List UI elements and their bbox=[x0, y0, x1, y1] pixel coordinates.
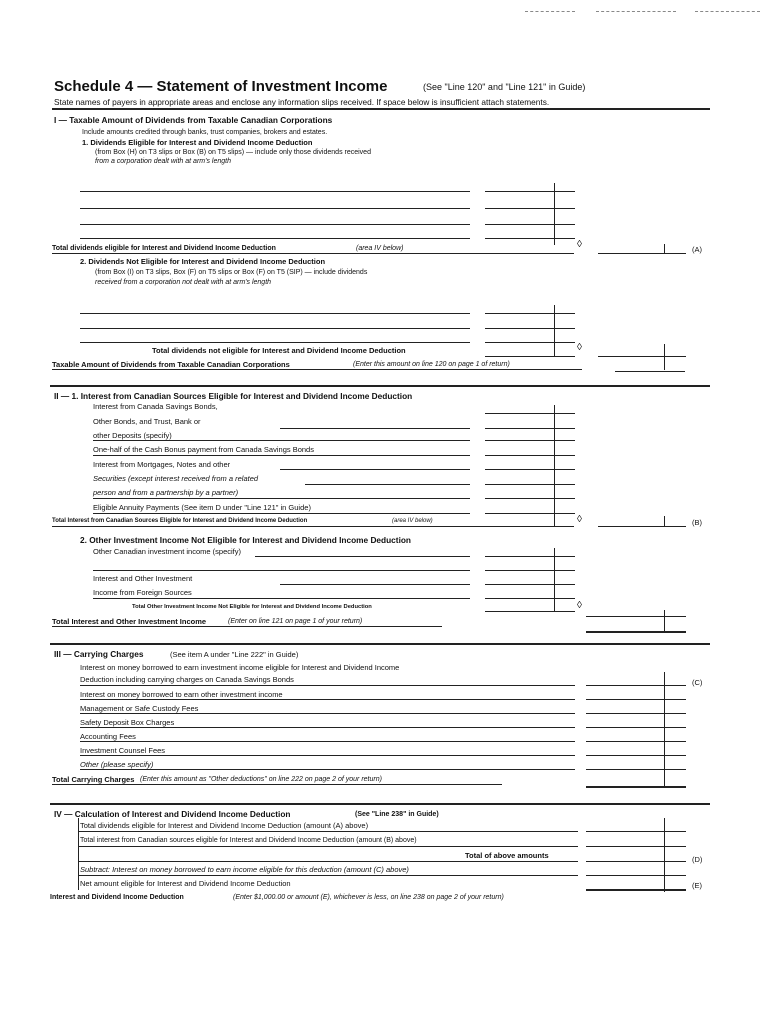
taxable-amount-label: Taxable Amount of Dividends from Taxable Canadian Corporations bbox=[52, 360, 290, 369]
amount-line[interactable] bbox=[586, 831, 686, 832]
mark-a: (A) bbox=[692, 245, 702, 254]
amount-line[interactable] bbox=[485, 208, 575, 209]
total-interest-note: (area IV below) bbox=[392, 518, 433, 524]
net-line: Net amount eligible for Interest and Dividend Income Deduction bbox=[80, 879, 291, 888]
amount-line[interactable] bbox=[485, 584, 575, 585]
scan-mark bbox=[525, 11, 575, 12]
scan-mark bbox=[695, 11, 760, 12]
item2-other-title: 2. Other Investment Income Not Eligible for Interest and Dividend Income Deduction bbox=[80, 535, 412, 545]
carrying-line: Investment Counsel Fees bbox=[80, 746, 166, 755]
entry-line[interactable] bbox=[93, 513, 470, 514]
amount-line[interactable] bbox=[485, 328, 575, 329]
amount-line[interactable] bbox=[485, 598, 575, 599]
amount-line[interactable] bbox=[485, 469, 575, 470]
include-note: Include amounts credited through banks, trust companies, brokers and estates. bbox=[82, 129, 328, 136]
instructions: State names of payers in appropriate areas and enclose any information slips received. If space below is insufficient attach statements. bbox=[54, 97, 550, 107]
total-underline bbox=[52, 626, 442, 627]
entry-line[interactable] bbox=[280, 428, 470, 429]
item1-desc: from a corporation dealt with at arm's length bbox=[95, 158, 231, 165]
section-1-heading: I — Taxable Amount of Dividends from Taxable Canadian Corporations bbox=[54, 115, 333, 125]
carrying-line: Safety Deposit Box Charges bbox=[80, 718, 175, 727]
mark-e: (E) bbox=[692, 881, 702, 890]
entry-line[interactable] bbox=[93, 598, 470, 599]
entry-line[interactable] bbox=[80, 769, 575, 770]
subtract-line: Subtract: Interest on money borrowed to earn income eligible for this deduction (amount (C) above) bbox=[80, 865, 409, 874]
item2-desc: (from Box (I) on T3 slips, Box (F) on T5 slips or Box (F) on T5 (SIP) — include dividends bbox=[95, 269, 368, 276]
entry-line[interactable] bbox=[80, 313, 470, 314]
final-label: Interest and Dividend Income Deduction bbox=[50, 894, 184, 901]
cents-divider bbox=[664, 610, 665, 632]
amount-line[interactable] bbox=[485, 570, 575, 571]
total-interest-underline bbox=[52, 526, 574, 527]
interest-line: Interest from Canada Savings Bonds, bbox=[93, 402, 218, 411]
amount-line[interactable] bbox=[586, 889, 686, 891]
cents-divider bbox=[554, 548, 555, 612]
cents-divider bbox=[554, 405, 555, 527]
total-eligible-underline bbox=[52, 253, 574, 254]
taxable-underline bbox=[52, 369, 582, 370]
entry-line bbox=[78, 875, 578, 876]
interest-line: One-half of the Cash Bonus payment from Canada Savings Bonds bbox=[93, 445, 314, 454]
total-underline bbox=[52, 784, 502, 785]
amount-line[interactable] bbox=[485, 455, 575, 456]
entry-line[interactable] bbox=[93, 498, 470, 499]
total-not-eligible-line[interactable] bbox=[485, 356, 575, 357]
amount-line[interactable] bbox=[586, 755, 686, 756]
amount-line[interactable] bbox=[485, 313, 575, 314]
entry-line[interactable] bbox=[80, 238, 470, 239]
amount-line[interactable] bbox=[485, 428, 575, 429]
interest-line: Eligible Annuity Payments (See item D under "Line 121" in Guide) bbox=[93, 503, 311, 512]
section-2-heading: II — 1. Interest from Canadian Sources Eligible for Interest and Dividend Income Deduction bbox=[54, 391, 413, 401]
interest-line: Securities (except interest received from a related bbox=[93, 474, 259, 483]
total-carrying-label: Total Carrying Charges bbox=[52, 775, 135, 784]
amount-line[interactable] bbox=[485, 191, 575, 192]
item1-title: 1. Dividends Eligible for Interest and Dividend Income Deduction bbox=[82, 138, 313, 147]
arrow-icon: ◊ bbox=[577, 342, 582, 353]
amount-line[interactable] bbox=[586, 875, 686, 876]
taxable-amount-line[interactable] bbox=[615, 371, 685, 372]
interest-line: other Deposits (specify) bbox=[93, 431, 172, 440]
amount-line[interactable] bbox=[485, 498, 575, 499]
entry-line bbox=[78, 861, 578, 862]
section-divider bbox=[50, 643, 710, 645]
other-cdn-label: Other Canadian investment income (specify) bbox=[93, 547, 241, 556]
entry-line[interactable] bbox=[255, 556, 470, 557]
carrying-line: Other (please specify) bbox=[80, 760, 154, 769]
amount-line[interactable] bbox=[586, 727, 686, 728]
amount-line[interactable] bbox=[485, 238, 575, 239]
total-eligible-label: Total dividends eligible for Interest and Dividend Income Deduction bbox=[52, 245, 276, 252]
amount-line[interactable] bbox=[485, 556, 575, 557]
carrying-line: Interest on money borrowed to earn investment income eligible for Interest and Dividend Income bbox=[80, 663, 400, 672]
total-other-label: Total Other Investment Income Not Eligible for Interest and Dividend Income Deduction bbox=[132, 604, 372, 610]
amount-line[interactable] bbox=[485, 513, 575, 514]
amount-line[interactable] bbox=[485, 413, 575, 414]
amount-line[interactable] bbox=[586, 846, 686, 847]
cents-divider bbox=[554, 183, 555, 245]
mark-b: (B) bbox=[692, 518, 702, 527]
total-interest-other-line[interactable] bbox=[586, 616, 686, 617]
section-divider bbox=[50, 385, 710, 387]
amount-line[interactable] bbox=[586, 769, 686, 770]
foreign-label: Income from Foreign Sources bbox=[93, 588, 192, 597]
entry-line[interactable] bbox=[80, 699, 575, 700]
amount-line[interactable] bbox=[586, 741, 686, 742]
amount-line[interactable] bbox=[485, 484, 575, 485]
final-note: (Enter $1,000.00 or amount (E), whichever is less, on line 238 on page 2 of your return) bbox=[233, 894, 504, 901]
amount-line[interactable] bbox=[485, 224, 575, 225]
total-interest-other-note: (Enter on line 121 on page 1 of your return) bbox=[228, 618, 363, 625]
interest-line: person and from a partnership by a partner) bbox=[93, 488, 239, 497]
amount-line[interactable] bbox=[586, 685, 686, 686]
interest-line: Other Bonds, and Trust, Bank or bbox=[93, 417, 201, 426]
total-not-eligible-label: Total dividends not eligible for Interest and Dividend Income Deduction bbox=[152, 346, 406, 355]
entry-line[interactable] bbox=[280, 584, 470, 585]
section-4-note: (See "Line 238" in Guide) bbox=[355, 811, 439, 818]
page-title-note: (See "Line 120" and "Line 121" in Guide) bbox=[423, 82, 586, 92]
total-carrying-line[interactable] bbox=[586, 786, 686, 788]
entry-line[interactable] bbox=[80, 208, 470, 209]
section-3-heading: III — Carrying Charges bbox=[54, 649, 144, 659]
section-4-heading: IV — Calculation of Interest and Dividend Income Deduction bbox=[54, 809, 291, 819]
scan-mark bbox=[596, 11, 676, 12]
cents-divider bbox=[664, 818, 665, 892]
total-interest-other-label: Total Interest and Other Investment Income bbox=[52, 617, 207, 626]
arrow-icon: ◊ bbox=[577, 600, 582, 611]
rule bbox=[52, 108, 710, 110]
entry-line[interactable] bbox=[80, 755, 575, 756]
amount-line[interactable] bbox=[586, 699, 686, 700]
page-title: Schedule 4 — Statement of Investment Income bbox=[54, 78, 388, 95]
total-eligible-note: (area IV below) bbox=[356, 245, 404, 252]
cents-divider bbox=[664, 672, 665, 788]
amount-line[interactable] bbox=[485, 342, 575, 343]
entry-line[interactable] bbox=[93, 570, 470, 571]
entry-line bbox=[78, 831, 578, 832]
section-3-note: (See item A under "Line 222" in Guide) bbox=[170, 650, 299, 659]
entry-line[interactable] bbox=[80, 224, 470, 225]
entry-line[interactable] bbox=[80, 342, 470, 343]
cents-divider bbox=[664, 516, 665, 527]
entry-line[interactable] bbox=[93, 455, 470, 456]
cents-divider bbox=[554, 305, 555, 357]
amount-line[interactable] bbox=[485, 440, 575, 441]
total-interest-other-line[interactable] bbox=[586, 631, 686, 633]
entry-line[interactable] bbox=[80, 713, 575, 714]
total-other-line[interactable] bbox=[485, 611, 575, 612]
total-interest-label: Total Interest from Canadian Sources Eligible for Interest and Dividend Income Deduction bbox=[52, 518, 308, 524]
calc-line-2: Total interest from Canadian sources eligible for Interest and Dividend Income Deduction (amount (B) above) bbox=[80, 837, 417, 844]
item1-desc: (from Box (H) on T3 slips or Box (B) on T5 slips) — include only those dividends received bbox=[95, 149, 371, 156]
arrow-icon: ◊ bbox=[577, 514, 582, 525]
entry-line[interactable] bbox=[80, 685, 575, 686]
entry-line[interactable] bbox=[305, 484, 470, 485]
item2-title: 2. Dividends Not Eligible for Interest and Dividend Income Deduction bbox=[80, 257, 326, 266]
entry-line[interactable] bbox=[80, 328, 470, 329]
total-above-label: Total of above amounts bbox=[465, 851, 549, 860]
entry-line bbox=[78, 846, 578, 847]
taxable-amount-note: (Enter this amount on line 120 on page 1 of return) bbox=[353, 361, 510, 368]
section-divider bbox=[50, 803, 710, 805]
entry-line[interactable] bbox=[80, 191, 470, 192]
arrow-icon: ◊ bbox=[577, 239, 582, 250]
carrying-line: Interest on money borrowed to earn other investment income bbox=[80, 690, 283, 699]
amount-a-line[interactable] bbox=[598, 253, 686, 254]
entry-line[interactable] bbox=[280, 469, 470, 470]
carrying-line: Deduction including carrying charges on Canada Savings Bonds bbox=[80, 675, 294, 684]
carrying-line: Management or Safe Custody Fees bbox=[80, 704, 199, 713]
entry-line[interactable] bbox=[80, 727, 575, 728]
taxable-amount-line[interactable] bbox=[598, 356, 686, 357]
section-4-bracket bbox=[78, 818, 79, 890]
interest-line: Interest from Mortgages, Notes and other bbox=[93, 460, 231, 469]
amount-line[interactable] bbox=[586, 713, 686, 714]
entry-line[interactable] bbox=[80, 741, 575, 742]
amount-line[interactable] bbox=[586, 861, 686, 862]
cents-divider bbox=[664, 244, 665, 254]
interest-other-label: Interest and Other Investment bbox=[93, 574, 193, 583]
entry-line[interactable] bbox=[93, 440, 470, 441]
calc-line-1: Total dividends eligible for Interest and Dividend Income Deduction (amount (A) above) bbox=[80, 821, 369, 830]
mark-c: (C) bbox=[692, 678, 703, 687]
total-carrying-note: (Enter this amount as "Other deductions" on line 222 on page 2 of your return) bbox=[140, 776, 382, 783]
cents-divider bbox=[664, 344, 665, 370]
mark-d: (D) bbox=[692, 855, 703, 864]
carrying-line: Accounting Fees bbox=[80, 732, 136, 741]
item2-desc: received from a corporation not dealt with at arm's length bbox=[95, 279, 272, 286]
amount-b-line[interactable] bbox=[598, 526, 686, 527]
